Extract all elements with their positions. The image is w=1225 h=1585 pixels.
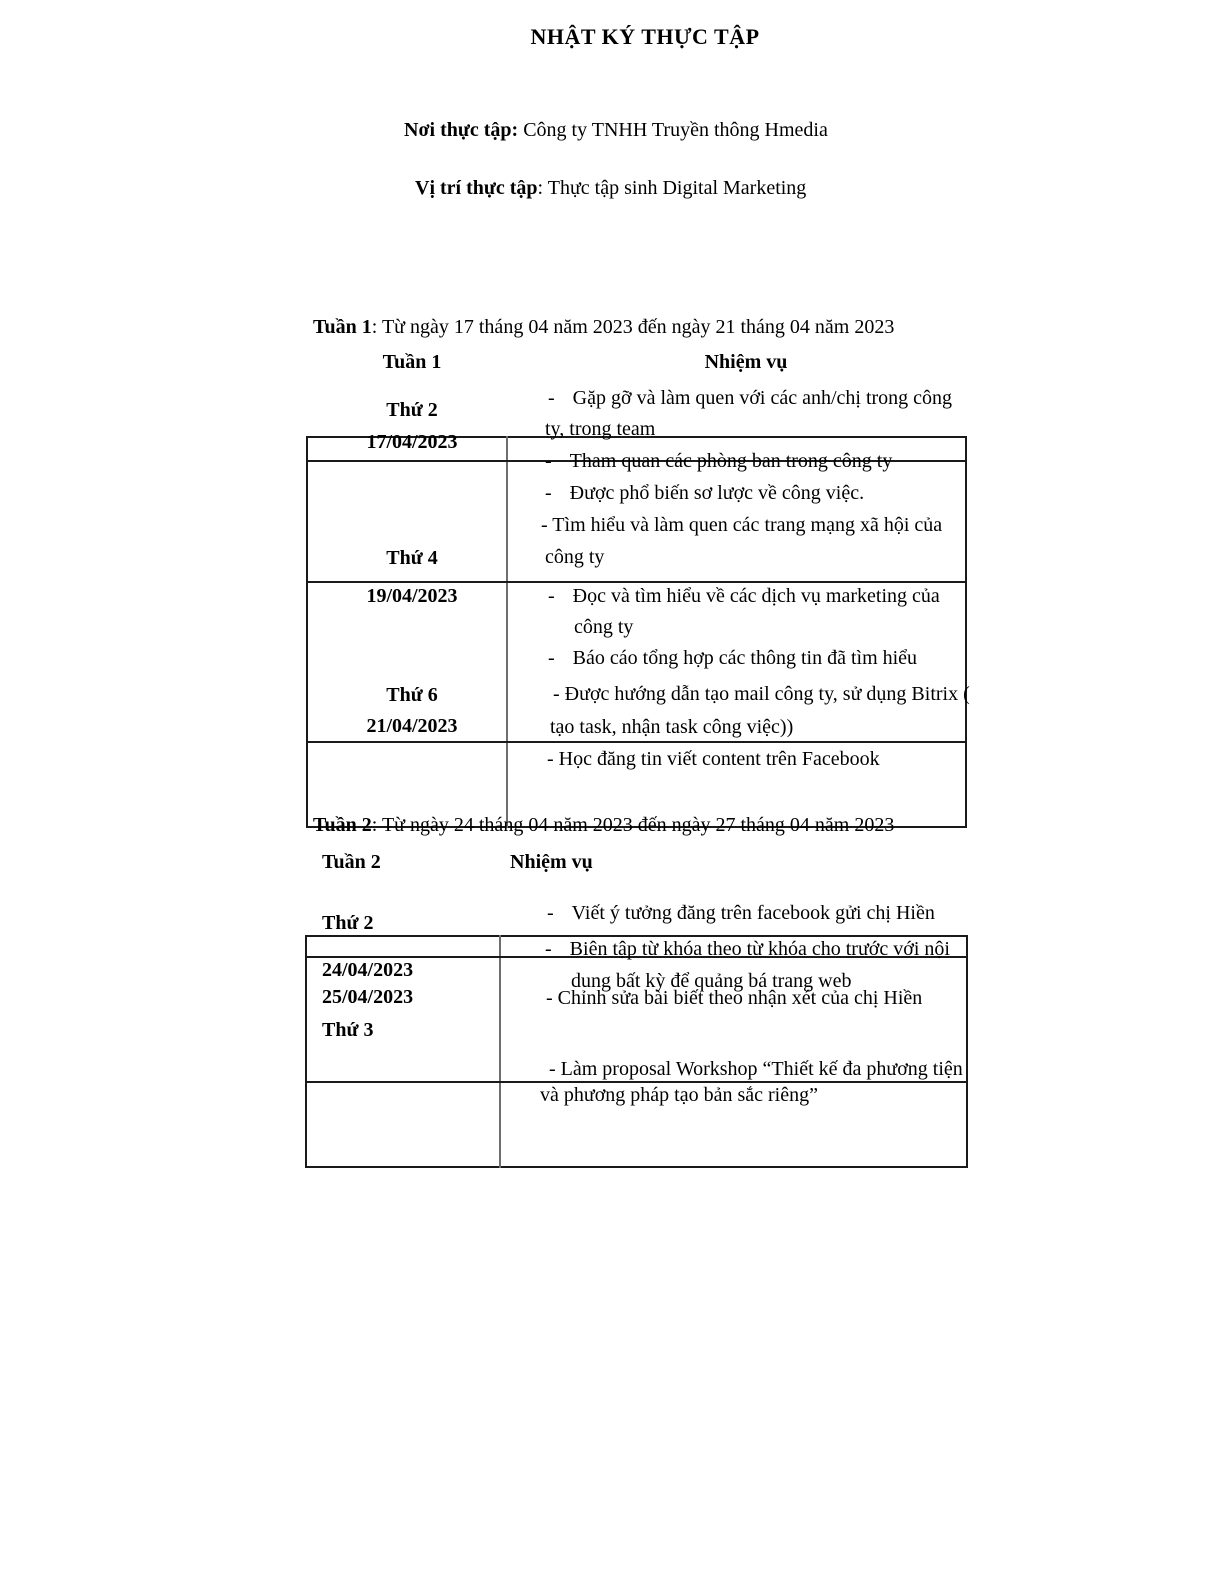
task-line: công ty <box>574 616 634 638</box>
table1-row-line-2 <box>306 581 967 583</box>
bullet-dash: - <box>548 585 555 607</box>
task-text: Gặp gỡ và làm quen với các anh/chị trong công <box>572 387 953 409</box>
table2-day-date: 25/04/2023 <box>322 986 414 1008</box>
task-text: Được phổ biến sơ lược về công việc. <box>569 482 865 504</box>
table1-day-label: Thứ 6 <box>386 684 438 706</box>
task-text: Báo cáo tổng hợp các thông tin đã tìm hiểu <box>572 647 918 669</box>
week2-heading-bold: Tuần 2 <box>313 814 372 836</box>
week2-heading <box>313 813 894 837</box>
table2-day-label: Thứ 2 <box>322 912 374 934</box>
task-line: - Học đăng tin viết content trên Facebook <box>547 748 880 770</box>
position-line <box>415 176 806 200</box>
table1-day-date: 19/04/2023 <box>366 585 458 607</box>
bullet-dash: - <box>547 902 554 924</box>
task-line: và phương pháp tạo bản sắc riêng” <box>540 1084 818 1106</box>
task-line <box>545 481 864 505</box>
table2-day-label: Thứ 3 <box>322 1019 374 1041</box>
workplace-label: Nơi thực tập: <box>404 119 519 141</box>
task-line <box>545 937 950 961</box>
week2-heading-rest: : Từ ngày 24 tháng 04 năm 2023 đến ngày 27 tháng 04 năm 2023 <box>371 814 895 836</box>
task-line: dung bất kỳ để quảng bá trang web <box>571 970 852 992</box>
table1-header-week: Tuần 1 <box>382 351 442 373</box>
workplace-line <box>404 118 828 142</box>
task-line: công ty <box>545 546 605 568</box>
task-line: - Được hướng dẫn tạo mail công ty, sử dụng Bitrix ( <box>553 683 970 705</box>
task-text: Biên tập từ khóa theo từ khóa cho trước với nội <box>569 938 950 960</box>
task-line <box>548 386 952 410</box>
task-line: - Tìm hiểu và làm quen các trang mạng xã hội của <box>541 514 943 536</box>
task-text: Đọc và tìm hiểu về các dịch vụ marketing của <box>572 585 940 607</box>
bullet-dash: - <box>548 387 555 409</box>
task-line <box>545 449 892 473</box>
table1-day-date: 21/04/2023 <box>366 715 458 737</box>
table2-column-divider <box>499 935 501 1168</box>
week1-heading-bold: Tuần 1 <box>313 316 372 338</box>
week1-heading-rest: : Từ ngày 17 tháng 04 năm 2023 đến ngày 21 tháng 04 năm 2023 <box>371 316 895 338</box>
table2-header-task: Nhiệm vụ <box>510 851 593 873</box>
bullet-dash: - <box>545 450 552 472</box>
task-line: tạo task, nhận task công việc)) <box>550 716 794 738</box>
workplace-value: Công ty TNHH Truyền thông Hmedia <box>518 119 828 141</box>
position-label: Vị trí thực tập <box>415 177 538 199</box>
task-line <box>548 646 917 670</box>
task-line: - Chỉnh sửa bài biết theo nhận xét của chị Hiền <box>546 987 923 1009</box>
task-line: - Làm proposal Workshop “Thiết kế đa phương tiện <box>549 1058 963 1080</box>
table1-column-divider <box>506 436 508 828</box>
bullet-dash: - <box>545 482 552 504</box>
position-value: : Thực tập sinh Digital Marketing <box>537 177 807 199</box>
table1-day-date: 17/04/2023 <box>366 431 458 453</box>
task-line <box>548 584 940 608</box>
table2-header-week: Tuần 2 <box>322 851 381 873</box>
bullet-dash: - <box>548 647 555 669</box>
task-text: Viết ý tưởng đăng trên facebook gửi chị Hiền <box>571 902 935 924</box>
task-line <box>547 901 935 925</box>
table1-day-label: Thứ 2 <box>386 399 438 421</box>
bullet-dash: - <box>545 938 552 960</box>
table1-row-line-3 <box>306 741 967 743</box>
table1-header-task: Nhiệm vụ <box>704 351 788 373</box>
doc-title: NHẬT KÝ THỰC TẬP <box>530 24 760 49</box>
task-line: ty, trong team <box>545 418 656 440</box>
task-text: Tham quan các phòng ban trong công ty <box>569 450 893 472</box>
week1-heading <box>313 315 894 339</box>
table1-day-label: Thứ 4 <box>386 547 438 569</box>
table2-day-date: 24/04/2023 <box>322 959 414 981</box>
